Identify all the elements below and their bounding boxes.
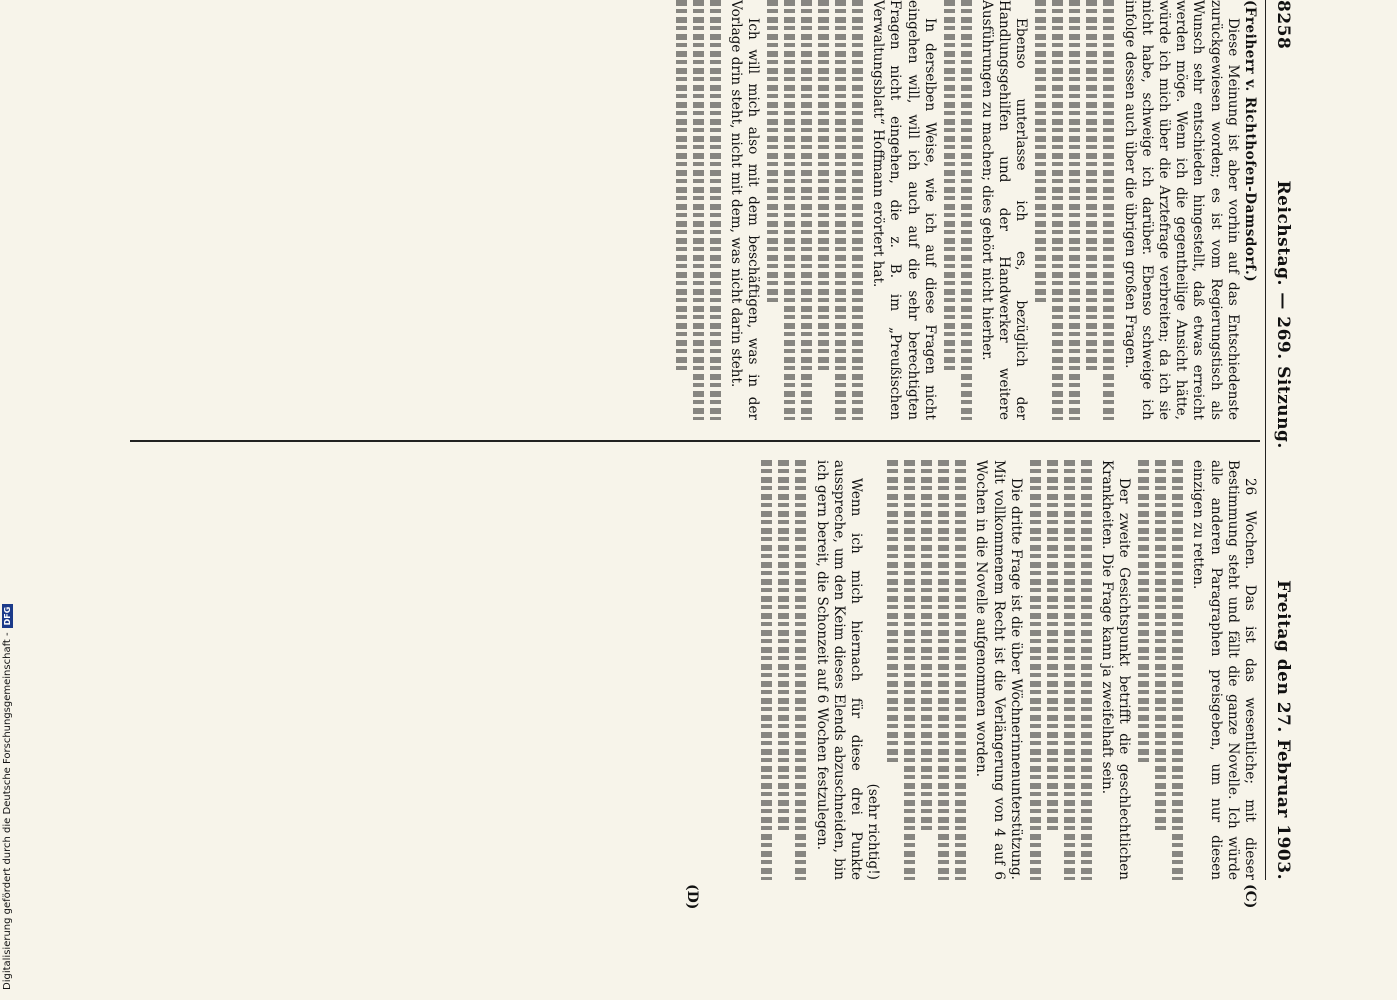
right-paragraph-4: Wenn ich mich hiernach für diese drei Punkte ausspreche, um den Keim dieses Elends abzuschneiden, bin ich gern bereit, die Schonzeit auf 6 Wochen festzulegen.: [813, 460, 864, 880]
text-line: [1081, 460, 1092, 880]
text-line: [784, 0, 795, 420]
left-column: [138, 0, 1258, 420]
margin-marker-d: (D): [684, 884, 700, 910]
left-paragraph-4: Ich will mich also mit dem beschäftigen, was in der Vorlage drin steht, nicht mit dem, was nicht darin steht.: [727, 0, 761, 420]
text-line: [818, 0, 829, 370]
left-paragraph-1: Diese Meinung ist aber vorhin auf das Entschiedenste zurückgewiesen worden; es ist vom Regierungstisch als Wunsch sehr entschieden hingestellt, daß etwas erreicht werden möge. Wenn ich die gegentheilige Ansicht hätte, würde ich mich über die Arztefrage verbreiten; da ich sie nicht habe, schweige ich darüber. Ebenso schweige ich infolge dessen auch über die übrigen großen Fragen.: [1121, 0, 1241, 420]
rotated-page: [100, 0, 1300, 910]
text-line: [955, 460, 966, 880]
text-line: [944, 0, 955, 370]
column-divider: [130, 440, 1260, 442]
text-line: [835, 0, 846, 420]
text-line: [921, 460, 932, 830]
text-line: [938, 460, 949, 880]
text-line: [710, 0, 721, 420]
left-paragraph-2: Ebenso unterlasse ich es, bezüglich der Handlungsgehilfen und der Handwerker weitere Ausführungen zu machen; dies gehört nicht hierher.: [978, 0, 1030, 420]
text-line: [887, 460, 898, 762]
text-line: [1172, 460, 1183, 880]
text-line: [904, 460, 915, 880]
credit-text: Digitalisierung gefördert durch die Deutsche Forschungsgemeinschaft -: [2, 632, 13, 990]
text-line: [961, 0, 972, 420]
text-line: [795, 460, 806, 880]
text-line: [852, 0, 863, 420]
right-paragraph-1: 26 Wochen. Das ist das wesentliche; mit dieser Bestimmung steht und fällt die ganze Novelle. Ich würde alle anderen Paragraphen preisgeben, um nur diesen einzigen zu retten.: [1190, 460, 1258, 880]
right-paragraph-3: Die dritte Frage ist die über Wöchnerinnenunterstützung. Mit vollkommenem Recht ist die Verlängerung von 4 auf 6 Wochen in die Novelle aufgenommen worden.: [973, 460, 1024, 880]
text-line: [1064, 460, 1075, 880]
page-date: Freitag den 27. Februar 1903.: [1273, 580, 1293, 880]
right-paragraph-2: Der zweite Gesichtspunkt betrifft die geschlechtlichen Krankheiten. Die Frage kann ja zweifelhaft sein.: [1098, 460, 1133, 880]
page-header: [1265, 0, 1300, 880]
digitization-credit: [2, 600, 13, 990]
dfg-logo: DFG: [2, 604, 13, 629]
applause-note: (sehr richtig!): [865, 783, 882, 880]
left-paragraph-3: In derselben Weise, wie ich auf diese Fragen nicht eingehen will, will ich auch auf die sehr berechtigten Fragen nicht eingehen, die z. B. im „Preußischen Verwaltungsblatt“ Hoffmann erörtert hat.: [870, 0, 938, 420]
text-line: [1035, 0, 1046, 302]
text-line: [1052, 0, 1063, 420]
right-column: [138, 460, 1258, 880]
text-line: [1086, 0, 1097, 370]
text-line: [761, 460, 772, 880]
text-line: [1103, 0, 1114, 420]
text-line: [693, 0, 704, 420]
margin-marker-c: (C): [1242, 884, 1258, 909]
page-number: 8258: [1273, 0, 1293, 50]
speaker-name: (Freiherr v. Richthofen-Damsdorf.): [1242, 0, 1258, 283]
text-line: [1030, 460, 1041, 880]
text-line: [1047, 460, 1058, 830]
text-line: [1138, 460, 1149, 762]
text-line: [801, 0, 812, 420]
text-line: [778, 460, 789, 830]
text-line: [1069, 0, 1080, 420]
text-line: [676, 0, 687, 370]
text-line: [1155, 460, 1166, 830]
text-line: [767, 0, 778, 302]
page-title: Reichstag. — 269. Sitzung.: [1273, 180, 1293, 449]
